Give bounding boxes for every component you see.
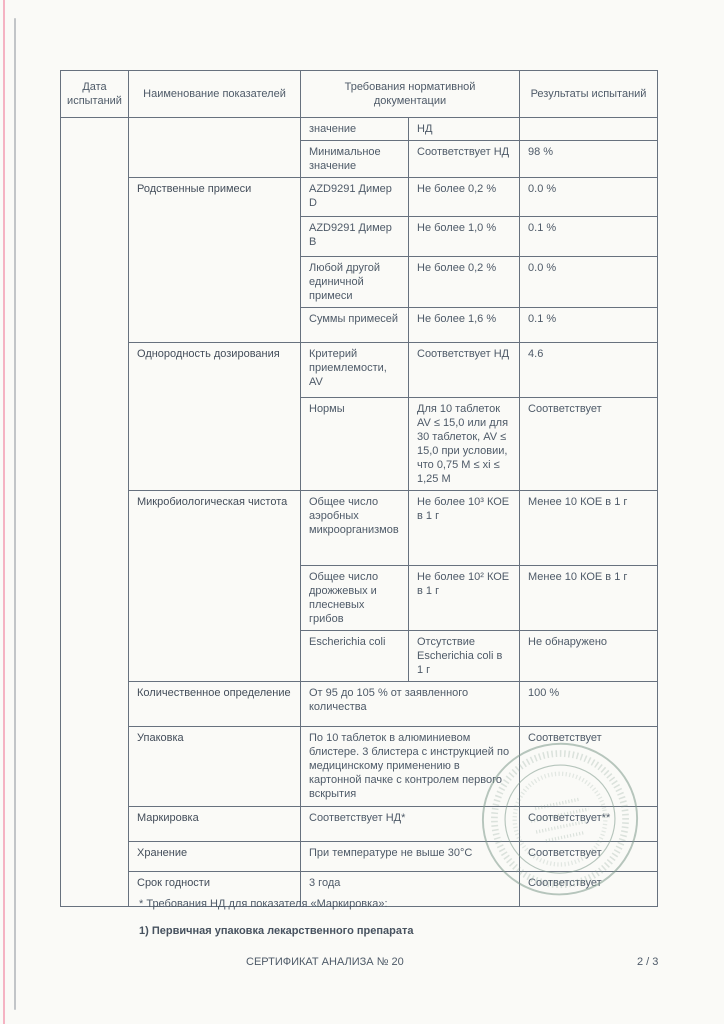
requirement-item-cell: AZD9291 Димер B (301, 217, 409, 257)
requirement-value-cell: Не более 1,0 % (409, 217, 520, 257)
indicator-cell (129, 118, 301, 178)
requirement-item-cell: AZD9291 Димер D (301, 178, 409, 217)
date-column-empty-cell (61, 118, 129, 907)
indicator-cell: Родственные примеси (129, 178, 301, 343)
requirement-value-cell: Не более 10³ КОЕ в 1 г (409, 491, 520, 566)
scan-edge-line-pink (3, 0, 5, 1024)
requirement-value-cell: НД (409, 118, 520, 141)
indicator-cell: Однородность дозирования (129, 343, 301, 491)
result-cell: 0.1 % (520, 217, 658, 257)
result-cell: Соответствует** (520, 807, 658, 842)
requirement-item-cell: Нормы (301, 398, 409, 491)
certificate-title: СЕРТИФИКАТ АНАЛИЗА № 20 (246, 956, 404, 968)
table-row (61, 682, 658, 727)
result-cell: Не обнаружено (520, 631, 658, 682)
table-row (61, 491, 658, 566)
requirement-value-cell: Отсутствие Escherichia coli в 1 г (409, 631, 520, 682)
indicator-cell: Срок годности (129, 872, 301, 907)
requirement-value-cell: Соответствует НД (409, 343, 520, 398)
header-regulatory-requirements: Требования нормативной документации (301, 71, 520, 118)
result-cell: 0.0 % (520, 257, 658, 308)
table-row (61, 343, 658, 398)
requirement-value-cell: Не более 0,2 % (409, 257, 520, 308)
scan-edge-line-gray (14, 18, 16, 1010)
result-cell: Менее 10 КОЕ в 1 г (520, 566, 658, 631)
requirement-item-cell: Общее число дрожжевых и плесневых грибов (301, 566, 409, 631)
result-cell: 0.1 % (520, 308, 658, 343)
result-cell (520, 118, 658, 141)
requirement-item-cell: Escherichia coli (301, 631, 409, 682)
analysis-results-table (60, 70, 658, 907)
result-cell: Соответствует (520, 842, 658, 872)
result-cell: Соответствует (520, 727, 658, 807)
requirement-item-cell: Суммы примесей (301, 308, 409, 343)
result-cell: 98 % (520, 141, 658, 178)
result-cell: 0.0 % (520, 178, 658, 217)
table-row (61, 118, 658, 141)
result-cell: Соответствует (520, 872, 658, 907)
requirement-value-cell: Для 10 таблеток AV ≤ 15,0 или для 30 таблеток, AV ≤ 15,0 при условии, что 0,75 M ≤ xi ≤ 1,25 M (409, 398, 520, 491)
table-header-row (61, 71, 658, 118)
indicator-cell: Упаковка (129, 727, 301, 807)
header-indicator-name: Наименование показателей (129, 71, 301, 118)
requirement-item-cell: значение (301, 118, 409, 141)
indicator-cell: Количественное определение (129, 682, 301, 727)
indicator-cell: Маркировка (129, 807, 301, 842)
footnote-marking-requirements: * Требования НД для показателя «Маркировка»: (139, 898, 388, 910)
requirement-item-cell: Критерий приемлемости, AV (301, 343, 409, 398)
table-row (61, 842, 658, 872)
footnote-primary-packaging: 1) Первичная упаковка лекарственного препарата (139, 925, 414, 937)
indicator-cell: Микробиологическая чистота (129, 491, 301, 682)
requirement-item-cell: Общее число аэробных микроорганизмов (301, 491, 409, 566)
requirement-value-cell: Не более 10² КОЕ в 1 г (409, 566, 520, 631)
page-number: 2 / 3 (637, 956, 659, 968)
table-row (61, 178, 658, 217)
result-cell: Соответствует (520, 398, 658, 491)
requirement-value-cell: Не более 0,2 % (409, 178, 520, 217)
result-cell: 4.6 (520, 343, 658, 398)
result-cell: 100 % (520, 682, 658, 727)
requirement-cell: При температуре не выше 30°C (301, 842, 520, 872)
requirement-value-cell: Не более 1,6 % (409, 308, 520, 343)
requirement-item-cell: Любой другой единичной примеси (301, 257, 409, 308)
requirement-cell: 3 года (301, 872, 520, 907)
header-test-results: Результаты испытаний (520, 71, 658, 118)
requirement-cell: От 95 до 105 % от заявленного количества (301, 682, 520, 727)
table-row (61, 807, 658, 842)
requirement-value-cell: Соответствует НД (409, 141, 520, 178)
requirement-cell: Соответствует НД* (301, 807, 520, 842)
table-row (61, 727, 658, 807)
result-cell: Менее 10 КОЕ в 1 г (520, 491, 658, 566)
requirement-item-cell: Минимальное значение (301, 141, 409, 178)
header-test-date: Дата испытаний (61, 71, 129, 118)
indicator-cell: Хранение (129, 842, 301, 872)
requirement-cell: По 10 таблеток в алюминиевом блистере. 3 блистера с инструкцией по медицинскому применению в картонной пачке с контролем первого вскрытия (301, 727, 520, 807)
